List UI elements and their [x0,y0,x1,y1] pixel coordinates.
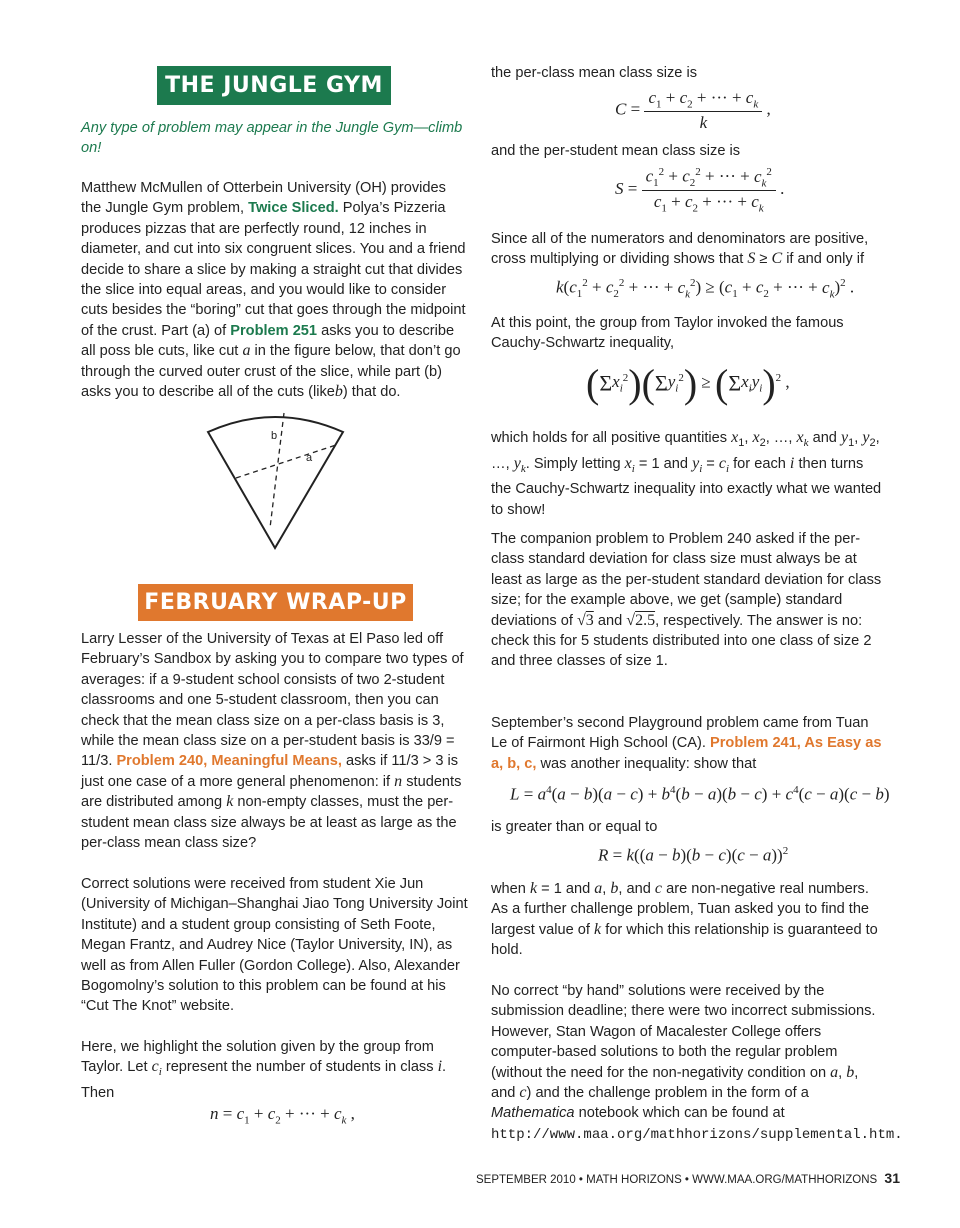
right-paragraph-7: September’s second Playground problem came from Tuan Le of Fairmont High School (CA). Problem 241, As Easy as a, b, c, was another inequality: show that [491,715,882,772]
problem-251-link: Problem 251 [230,322,318,339]
jungle-gym-paragraph: Matthew McMullen of Otterbein University (OH) provides the Jungle Gym problem, Twice Sliced. Polya’s Pizzeria produces pizzas that are perfectly round, 12 inches in diameter, and cut into six congruent slices. You and a friend decide to share a slice by making a straight cut that divides the slice into equal areas, and you would like to consider cuts besides the “boring” cut that goes through the midpoint of the crust. Part (a) of Problem 251 asks you to describe all poss ble cuts, like cut a in the figure below, that don’t go through the curved outer crust of the slice, while part (b) asks you to describe all of the cuts (likeb) that do. [81,180,466,401]
right-paragraph-5: which holds for all positive quantities $x_1$, $x_2$, …, $x_k$ and $y_1$, $y_2$, …, $y_k$. Simply letting $x_i = 1$ and $y_i = c_i$ for each i then turns the Cauchy-Schwartz inequality into exactly what we wanted to show! [491,429,882,518]
problem-240-link: Problem 240, Meaningful Means, [116,753,342,770]
february-wrap-up-heading: FEBRUARY WRAP-UP [138,584,413,621]
cut-a-line [236,445,336,478]
equation-cauchy-schwartz: $(\Sigma x_i^2)(\Sigma y_i^2) \ge (\Sigma x_iy_i)^2$ , [586,361,790,406]
right-paragraph-3: Since all of the numerators and denominators are positive, cross multiplying or dividing shows that S ≥ C if and only if [491,231,869,268]
right-paragraph-2: and the per-student mean class size is [491,143,741,159]
right-paragraph-10: No correct “by hand” solutions were received by the submission deadline; there were two incorrect submissions. However, Stan Wagon of Macalester College offers computer-based solutions to both the regular problem (without the need for the non-negativity condition on a, b, and c) and the challenge problem in the form of a Mathematica notebook which can be found at http://www.maa.org/mathhorizons/supplemental.htm. [491,983,903,1143]
footer-text: SEPTEMBER 2010 • MATH HORIZONS • WWW.MAA.ORG/MATHHORIZONS [476,1174,878,1186]
problem-241-link: Problem 241, As Easy as a, b, c, [491,735,882,772]
pizza-slice-figure [200,408,350,554]
equation-R: $R = k((a - b)(b - c)(c - a))^2$ [598,845,789,865]
equation-per-student-mean: S = $\frac{c_1^2 + c_2^2 + \cdot\cdot\cdot + c_k^2}{c_1 + c_2 + \cdot\cdot\cdot + c_k}$ . [615,166,785,215]
jungle-gym-heading: THE JUNGLE GYM [157,66,391,105]
wrap-up-paragraph-1: Larry Lesser of the University of Texas at El Paso led off February’s Sandbox by asking you to compare two types of averages: if a 9-student school consists of two 2-student classrooms and one 5-student classroom, then you can check that the mean class size on a per-class basis is 3, while the mean class size on a per-student basis is 33/9 = 11/3. Problem 240, Meaningful Means, asks if 11/3 > 3 is just one case of a more general phenomenon: if n students are distributed among k non-empty classes, must the per-student mean class size always be at least as large as the per-class mean class size? [81,631,464,852]
right-paragraph-6: The companion problem to Problem 240 asked if the per-class standard deviation for class size must always be at least as large as the per-student standard deviation for class size; for the example above, we get (sample) standard deviations of √3 and √2.5, respectively. The answer is no: check this for 5 students distributed into one class of size 2 and three classes of size 1. [491,531,882,670]
twice-sliced-link: Twice Sliced. [248,200,339,217]
equation-n-sum: $n = c_1 + c_2$ + ··· + $c_k$ , [210,1104,355,1127]
wrap-up-paragraph-3: Here, we highlight the solution given by the group from Taylor. Let $c_i$ represent the number of students in class i. Then [81,1039,447,1101]
equation-cross-multiply: $k(c_1^2 + c_2^2$ + ··· + $c_k^2) \ge (c_1 + c_2$ + ··· + $c_k)^2$ . [556,277,855,301]
right-paragraph-8: is greater than or equal to [491,819,658,835]
right-paragraph-1: the per-class mean class size is [491,65,698,81]
page-number: 31 [884,1170,900,1186]
label-b: b [271,430,278,442]
equation-L: $L = a^4(a - b)(a - c) + b^4(b - a)(b - c) + c^4(c - a)(c - b)$ [510,784,890,804]
right-paragraph-9: when k = 1 and a, b, and c are non-negative real numbers. As a further challenge problem, Tuan asked you to find the largest value of k for which this relationship is guaranteed to hold. [491,880,878,959]
jungle-gym-intro: Any type of problem may appear in the Jungle Gym—climb on! [81,120,463,157]
label-a: a [306,452,313,464]
wrap-up-paragraph-2: Correct solutions were received from student Xie Jun (University of Michigan–Shanghai Jiao Tong University Joint Institute) and a student group consisting of Seth Foote, Megan Frantz, and Audrey Nice (Taylor University, IN), as well as from Allen Fuller (Gordon College). Also, Alexander Bogomolny’s solution to this problem can be found at his “Cut The Knot” website. [81,876,468,1015]
supplemental-url-link[interactable]: http://www.maa.org/mathhorizons/supplemental.htm. [491,1126,903,1143]
page-footer [476,1170,900,1186]
equation-per-class-mean: C = $\frac{c_1 + c_2 + \cdot\cdot\cdot + c_k}{k}$ , [615,88,771,133]
right-paragraph-4: At this point, the group from Taylor invoked the famous Cauchy-Schwartz inequality, [491,315,844,352]
